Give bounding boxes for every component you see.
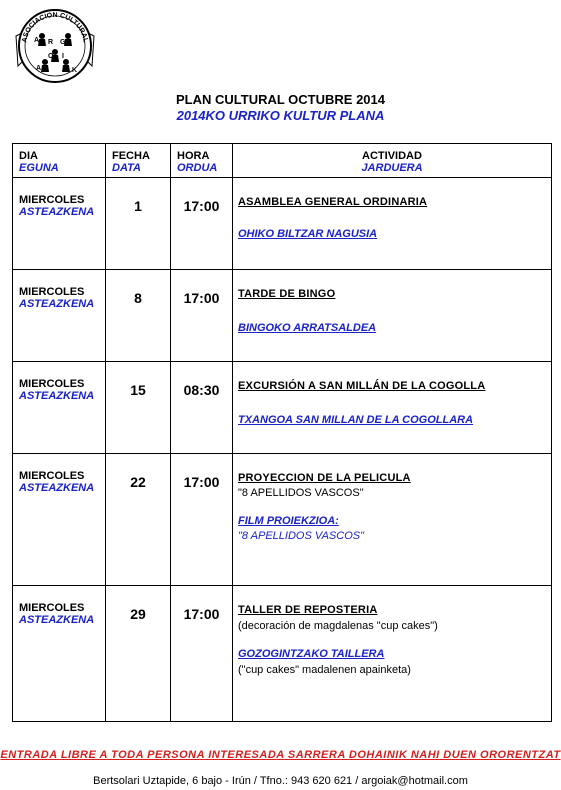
day-label-eu: ASTEAZKENA [19,298,95,310]
logo-letter: O [48,53,54,60]
day-label-eu: ASTEAZKENA [19,206,95,218]
date-cell: 8 [106,270,171,362]
day-label: MIERCOLES [19,286,85,298]
activity-detail-eu: ("cup cakes" madalenen apainketa) [238,664,411,676]
time-cell: 17:00 [171,178,233,270]
logo-letter: R [48,39,54,46]
time-cell: 08:30 [171,362,233,454]
header-date: FECHA DATA [106,144,171,178]
logo-letter: I [62,53,64,60]
date-cell: 22 [106,454,171,586]
time-cell: 17:00 [171,270,233,362]
activity-title: EXCURSIÓN A SAN MILLÁN DE LA COGOLLA [238,380,486,392]
table-row [13,270,552,362]
time-cell: 17:00 [171,454,233,586]
association-logo [12,2,98,88]
header-day: DIA EGUNA [13,144,106,178]
day-label: MIERCOLES [19,470,85,482]
activity-title-eu: OHIKO BILTZAR NAGUSIA [238,228,378,240]
logo-letter: A [34,37,40,44]
activity-title: PROYECCION DE LA PELICULA [238,472,411,484]
activity-title: ASAMBLEA GENERAL ORDINARIA [238,196,428,208]
date-cell: 15 [106,362,171,454]
time-cell: 17:00 [171,586,233,722]
page-title: PLAN CULTURAL OCTUBRE 2014 [176,92,385,107]
logo-letter: K [72,67,78,74]
page-subtitle: 2014KO URRIKO KULTUR PLANA [176,108,385,123]
table-row [13,454,552,586]
table-row [13,178,552,270]
table-row [13,362,552,454]
activity-title-eu: GOZOGINTZAKO TAILLERA [238,648,385,660]
date-cell: 29 [106,586,171,722]
activity-title-eu: BINGOKO ARRATSALDEA [238,322,377,334]
activity-detail: "8 APELLIDOS VASCOS" [238,487,364,499]
activity-detail: (decoración de magdalenas "cup cakes") [238,620,438,632]
table-row [13,586,552,722]
activity-title-eu: FILM PROIEKZIOA: [238,515,339,527]
day-label-eu: ASTEAZKENA [19,390,95,402]
activity-title: TALLER DE REPOSTERIA [238,604,378,616]
logo-arc-text: ASOCIACION CULTURAL [21,12,89,44]
day-label-eu: ASTEAZKENA [19,482,95,494]
day-label: MIERCOLES [19,378,85,390]
day-label: MIERCOLES [19,602,85,614]
activity-title-eu: TXANGOA SAN MILLAN DE LA COGOLLARA [238,414,474,426]
contact-info: Bertsolari Uztapide, 6 bajo - Irún / Tfno.: 943 620 621 / argoiak@hotmail.com [93,775,468,787]
logo-letter: A [36,65,42,72]
date-cell: 1 [106,178,171,270]
activity-title: TARDE DE BINGO [238,288,336,300]
header-activity: ACTIVIDAD JARDUERA [233,144,552,178]
activity-detail-eu: "8 APELLIDOS VASCOS" [238,530,365,542]
day-label: MIERCOLES [19,194,85,206]
table-header-row [13,144,552,178]
day-label-eu: ASTEAZKENA [19,614,95,626]
header-time: HORA ORDUA [171,144,233,178]
activity-table [12,143,552,722]
logo-letter: G [60,39,66,46]
free-entry-notice: ENTRADA LIBRE A TODA PERSONA INTERESADA SARRERA DOHAINIK NAHI DUEN ORORENTZAT [0,749,561,761]
